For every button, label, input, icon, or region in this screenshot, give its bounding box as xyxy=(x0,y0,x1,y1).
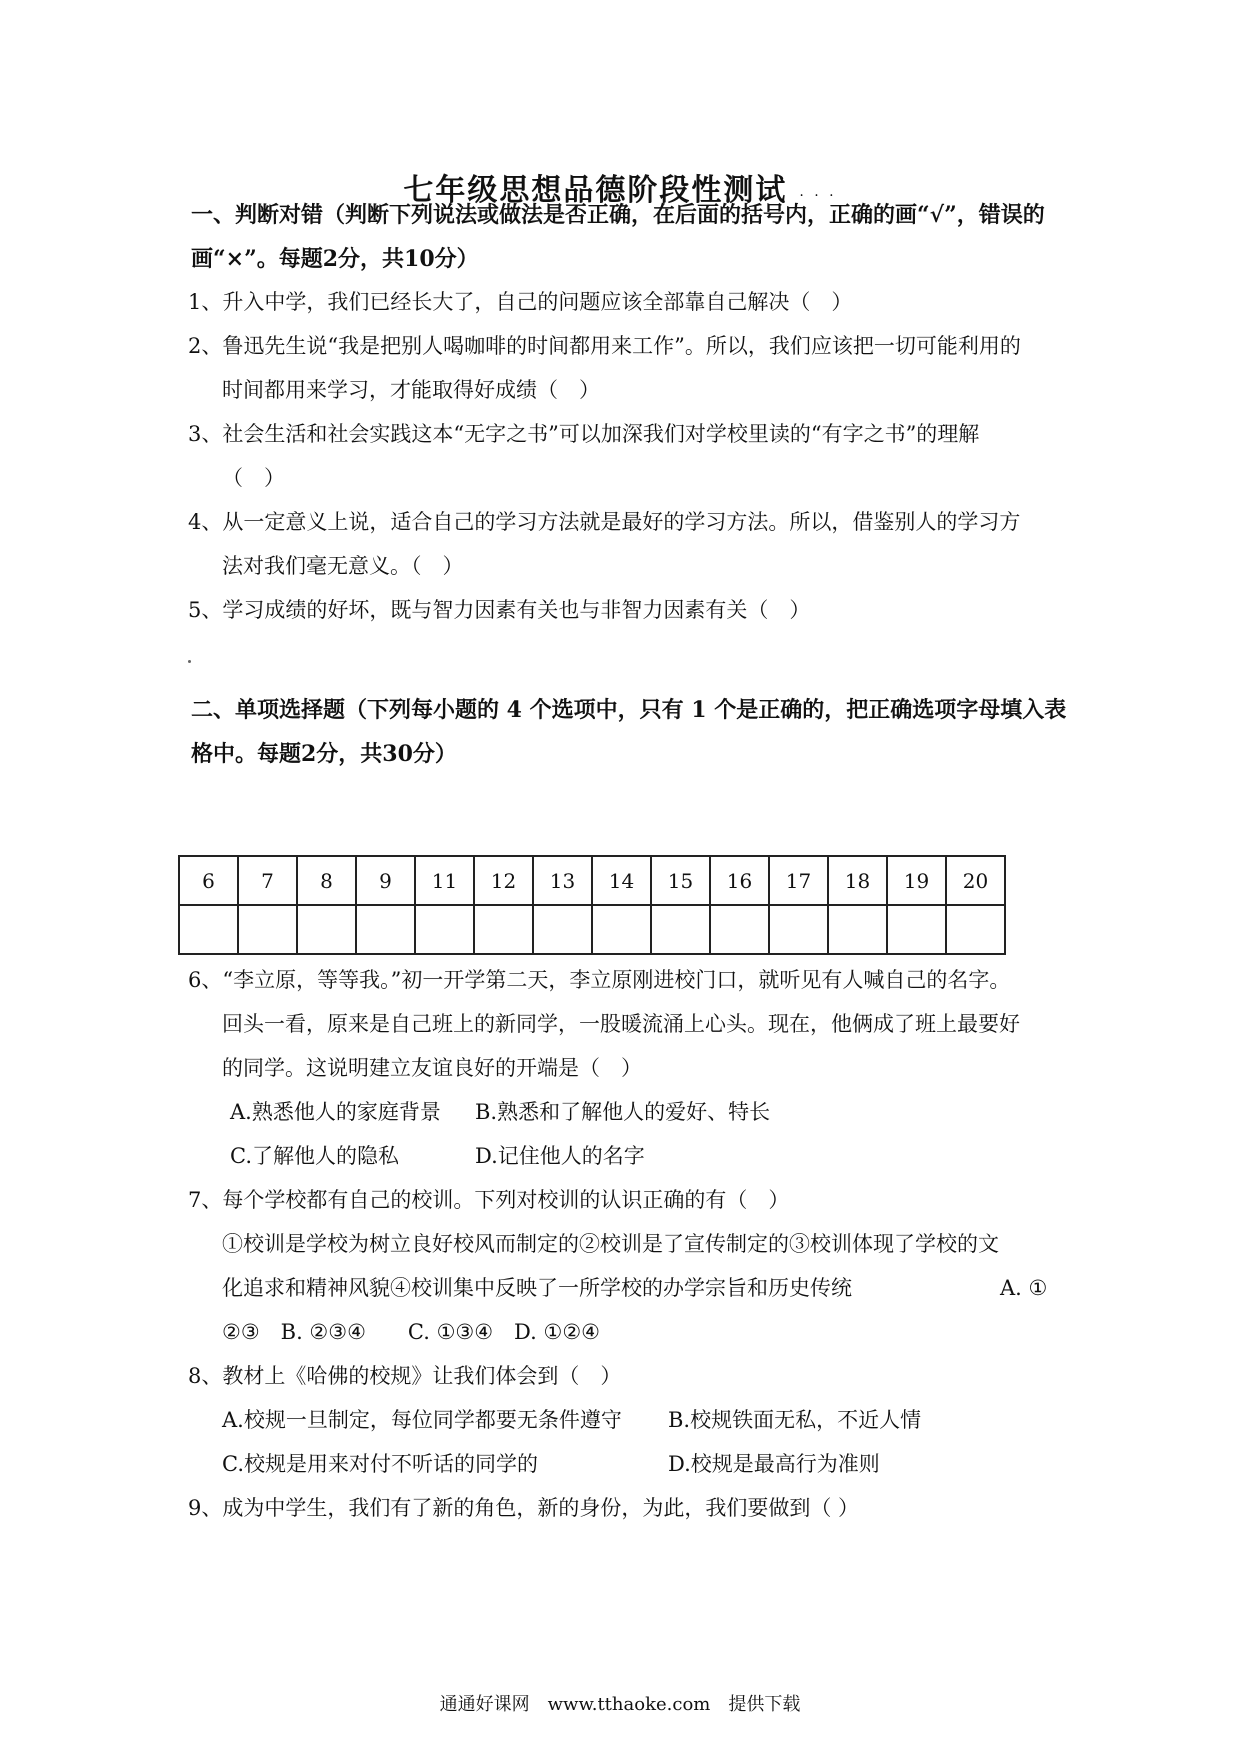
question-8-option-b: B.校规铁面无私，不近人情 xyxy=(668,1408,922,1432)
answer-blank-cell[interactable] xyxy=(297,905,356,954)
stray-mark xyxy=(188,660,191,663)
question-6-line3: 的同学。这说明建立友谊良好的开端是（ ） xyxy=(222,1056,642,1080)
answer-header-cell: 12 xyxy=(474,856,533,905)
question-6-option-b: B.熟悉和了解他人的爱好、特长 xyxy=(475,1100,771,1124)
answer-blank-cell[interactable] xyxy=(415,905,474,954)
answer-table xyxy=(178,855,1006,955)
question-7-line1: 7、每个学校都有自己的校训。下列对校训的认识正确的有（ ） xyxy=(188,1188,790,1212)
question-7-line4: ②③ B. ②③④ C. ①③④ D. ①②④ xyxy=(222,1320,600,1344)
question-7-line2: ①校训是学校为树立良好校风而制定的②校训是了宣传制定的③校训体现了学校的文 xyxy=(222,1232,999,1256)
answer-header-cell: 6 xyxy=(179,856,238,905)
section2-heading-line2: 格中。每题2分，共30分） xyxy=(191,741,457,767)
page-footer: 通通好课网 www.tthaoke.com 提供下载 xyxy=(439,1694,801,1715)
answer-blank-cell[interactable] xyxy=(356,905,415,954)
question-8-option-d: D.校规是最高行为准则 xyxy=(668,1452,880,1476)
answer-blank-cell[interactable] xyxy=(946,905,1005,954)
answer-blank-cell[interactable] xyxy=(651,905,710,954)
question-4-line1: 4、从一定意义上说，适合自己的学习方法就是最好的学习方法。所以，借鉴别人的学习方 xyxy=(188,510,1021,534)
answer-blank-cell[interactable] xyxy=(238,905,297,954)
title-text: 七年级思想品德阶段性测试 xyxy=(403,173,788,208)
answer-header-cell: 15 xyxy=(651,856,710,905)
answer-header-cell: 9 xyxy=(356,856,415,905)
answer-header-cell: 7 xyxy=(238,856,297,905)
question-8-line1: 8、教材上《哈佛的校规》让我们体会到（ ） xyxy=(188,1364,622,1388)
question-3-line1: 3、社会生活和社会实践这本“无字之书”可以加深我们对学校里读的“有字之书”的理解 xyxy=(188,422,980,446)
answer-blank-cell[interactable] xyxy=(533,905,592,954)
answer-blank-cell[interactable] xyxy=(474,905,533,954)
question-2-line1: 2、鲁迅先生说“我是把别人喝咖啡的时间都用来工作”。所以，我们应该把一切可能利用的 xyxy=(188,334,1021,358)
answer-header-cell: 19 xyxy=(887,856,946,905)
answer-table-header-row xyxy=(179,856,1005,905)
section1-heading-line2: 画“×”。每题2分，共10分） xyxy=(191,246,479,272)
answer-header-cell: 18 xyxy=(828,856,887,905)
question-2-line2: 时间都用来学习，才能取得好成绩（ ） xyxy=(222,378,600,402)
answer-header-cell: 17 xyxy=(769,856,828,905)
answer-header-cell: 16 xyxy=(710,856,769,905)
question-6-line1: 6、“李立原，等等我。”初一开学第二天，李立原刚进校门口，就听见有人喊自己的名字。 xyxy=(188,968,1011,992)
answer-header-cell: 20 xyxy=(946,856,1005,905)
question-6-option-a: A.熟悉他人的家庭背景 xyxy=(230,1100,441,1124)
question-6-line2: 回头一看，原来是自己班上的新同学，一股暖流涌上心头。现在，他俩成了班上最要好 xyxy=(222,1012,1020,1036)
answer-header-cell: 8 xyxy=(297,856,356,905)
answer-header-cell: 13 xyxy=(533,856,592,905)
answer-blank-cell[interactable] xyxy=(710,905,769,954)
question-6-option-c: C.了解他人的隐私 xyxy=(230,1144,399,1168)
question-4-line2: 法对我们毫无意义。（ ） xyxy=(222,554,464,578)
title-suffix: . . . xyxy=(799,184,837,200)
section1-heading-line1: 一、判断对错（判断下列说法或做法是否正确，在后面的括号内，正确的画“√”，错误的 xyxy=(191,202,1045,228)
answer-blank-cell[interactable] xyxy=(179,905,238,954)
question-6-option-d: D.记住他人的名字 xyxy=(475,1144,645,1168)
question-1: 1、升入中学，我们已经长大了，自己的问题应该全部靠自己解决（ ） xyxy=(188,290,853,314)
section2-heading-line1: 二、单项选择题（下列每小题的 4 个选项中，只有 1 个是正确的，把正确选项字母填入表 xyxy=(191,697,1067,723)
question-7-line3: 化追求和精神风貌④校训集中反映了一所学校的办学宗旨和历史传统 xyxy=(222,1276,852,1300)
question-9: 9、成为中学生，我们有了新的角色，新的身份，为此，我们要做到（ ） xyxy=(188,1496,860,1520)
answer-header-cell: 14 xyxy=(592,856,651,905)
answer-blank-cell[interactable] xyxy=(592,905,651,954)
question-7-option-a-start: A. ① xyxy=(1000,1276,1048,1300)
question-8-option-a: A.校规一旦制定，每位同学都要无条件遵守 xyxy=(222,1408,622,1432)
answer-header-cell: 11 xyxy=(415,856,474,905)
answer-blank-cell[interactable] xyxy=(828,905,887,954)
answer-blank-cell[interactable] xyxy=(887,905,946,954)
question-3-line2: （ ） xyxy=(222,466,285,490)
question-5: 5、学习成绩的好坏，既与智力因素有关也与非智力因素有关（ ） xyxy=(188,598,811,622)
question-8-option-c: C.校规是用来对付不听话的同学的 xyxy=(222,1452,538,1476)
answer-table-blank-row xyxy=(179,905,1005,954)
answer-blank-cell[interactable] xyxy=(769,905,828,954)
